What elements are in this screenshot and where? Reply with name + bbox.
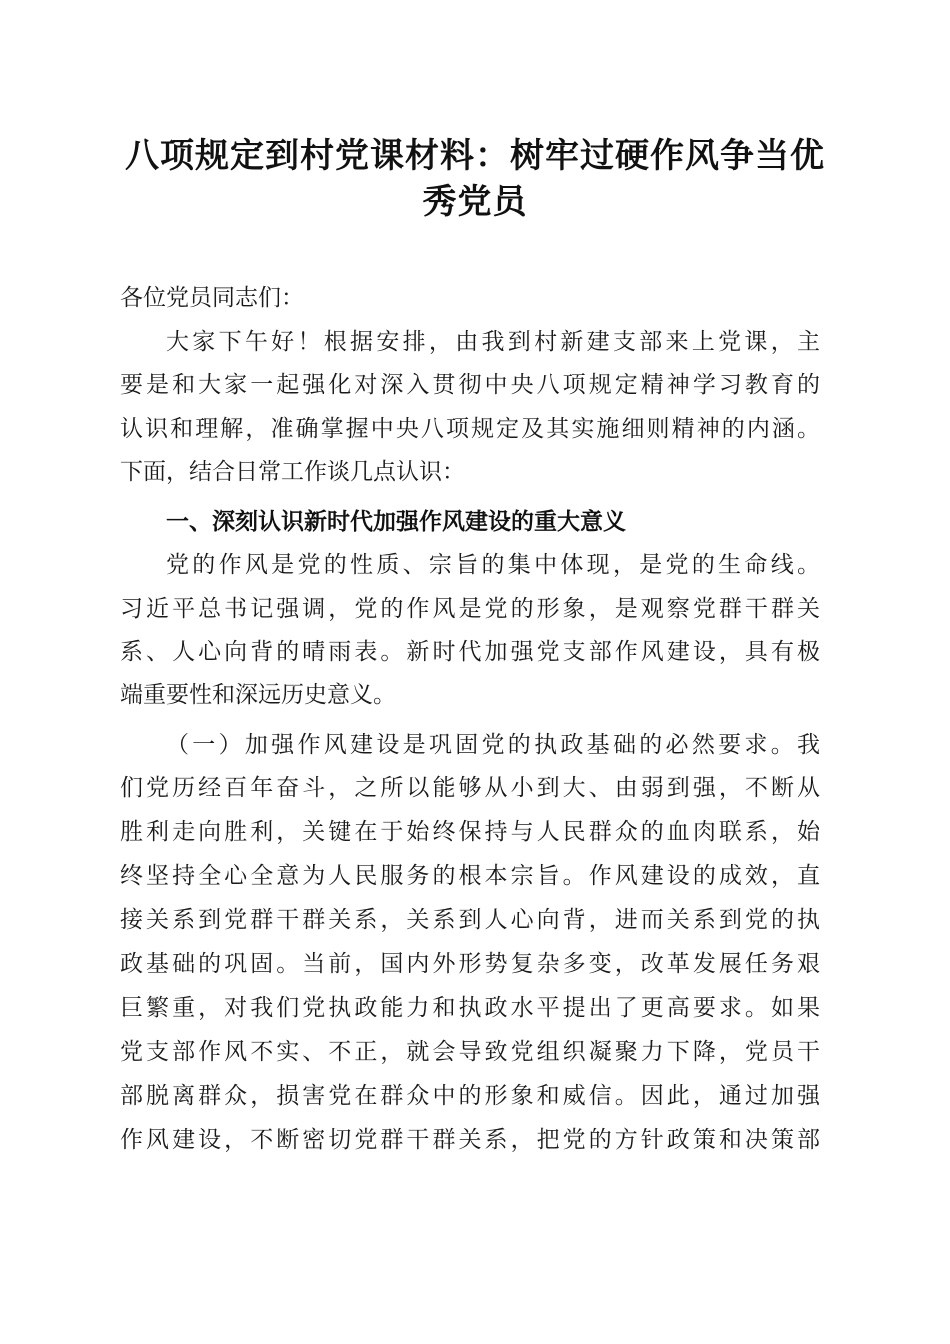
paragraph-line: 要是和大家一起强化对深入贯彻中央八项规定精神学习教育的 (120, 372, 820, 398)
paragraph-line: 作风建设，不断密切党群干群关系，把党的方针政策和决策部 (120, 1127, 820, 1153)
paragraph-line: 大家下午好！根据安排，由我到村新建支部来上党课，主 (166, 329, 820, 355)
title-line-1: 八项规定到村党课材料：树牢过硬作风争当优 (125, 136, 825, 176)
paragraph-line: 终坚持全心全意为人民服务的根本宗旨。作风建设的成效，直 (120, 863, 820, 889)
paragraph-line: 系、人心向背的晴雨表。新时代加强党支部作风建设，具有极 (120, 639, 820, 665)
paragraph-line: 端重要性和深远历史意义。 (120, 682, 396, 708)
paragraph-line: 接关系到党群干群关系，关系到人心向背，进而关系到党的执 (120, 907, 820, 933)
paragraph-line: 认识和理解，准确掌握中央八项规定及其实施细则精神的内涵。 (120, 416, 820, 442)
paragraph-line: 胜利走向胜利，关键在于始终保持与人民群众的血肉联系，始 (120, 819, 820, 845)
paragraph-line: 党支部作风不实、不正，就会导致党组织凝聚力下降，党员干 (120, 1039, 820, 1065)
paragraph-line: 巨繁重，对我们党执政能力和执政水平提出了更高要求。如果 (120, 995, 820, 1021)
paragraph-line: 们党历经百年奋斗，之所以能够从小到大、由弱到强，不断从 (120, 775, 820, 801)
section-heading: 一、深刻认识新时代加强作风建设的重大意义 (166, 509, 626, 535)
salutation: 各位党员同志们： (120, 285, 304, 311)
title-line-2: 秀党员 (422, 182, 528, 222)
paragraph-line: 政基础的巩固。当前，国内外形势复杂多变，改革发展任务艰 (120, 951, 820, 977)
paragraph-line: （一）加强作风建设是巩固党的执政基础的必然要求。我 (166, 732, 820, 758)
paragraph-line: 下面，结合日常工作谈几点认识： (120, 459, 465, 485)
document-title (100, 133, 850, 225)
paragraph-line: 部脱离群众，损害党在群众中的形象和威信。因此，通过加强 (120, 1083, 820, 1109)
paragraph-line: 习近平总书记强调，党的作风是党的形象，是观察党群干群关 (120, 596, 820, 622)
paragraph-line: 党的作风是党的性质、宗旨的集中体现，是党的生命线。 (166, 552, 820, 578)
